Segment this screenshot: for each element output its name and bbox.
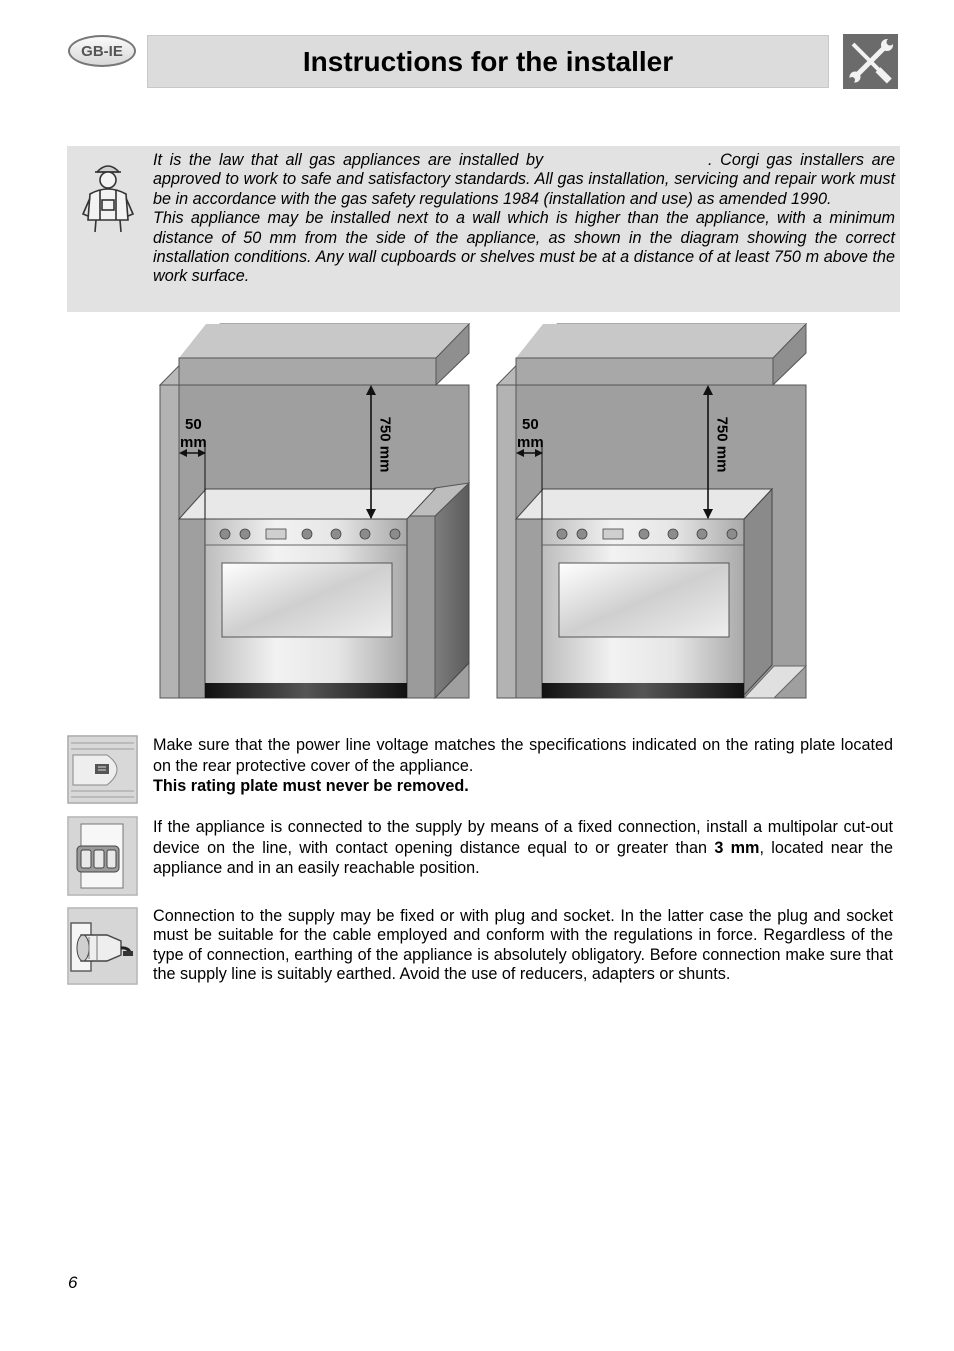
law-text-start: It is the law that all gas appliances are installed by bbox=[153, 151, 544, 169]
contact-distance-value: 3 mm bbox=[714, 838, 760, 857]
page-title-bar bbox=[147, 35, 829, 88]
side-clearance-value: 50 bbox=[522, 416, 539, 433]
gas-installer-icon bbox=[80, 158, 136, 234]
plug-socket-icon bbox=[67, 907, 138, 985]
rating-plate-icon bbox=[67, 735, 138, 804]
page-title: Instructions for the installer bbox=[302, 45, 674, 77]
law-paragraph-2: This appliance may be installed next to a wall which is higher than the appliance, with a minimum distance of 50 mm from the side of the appliance, as shown in the diagram showing the correct installation conditions. Any wall cupboards or shelves must be at a distance of at least 750 m above the work surface. bbox=[153, 209, 895, 286]
law-text-rest: . Corgi gas installers are approved to work to safe and satisfactory standards. All gas installation, servicing and repair work must be in accordance with the gas safety regulations 1984 (installation and use) as amended 1990. bbox=[153, 151, 895, 208]
rating-plate-warning: This rating plate must never be removed. bbox=[153, 777, 469, 795]
law-paragraph-1 bbox=[153, 151, 895, 209]
plug-socket-text bbox=[153, 907, 893, 985]
cut-out-instruction bbox=[153, 817, 893, 879]
country-badge-label: GB-IE bbox=[81, 42, 123, 60]
height-clearance-label: 750 mm bbox=[713, 416, 731, 473]
side-clearance-unit: mm bbox=[517, 434, 544, 451]
side-clearance-unit: mm bbox=[180, 434, 207, 451]
country-badge bbox=[68, 35, 136, 67]
side-clearance-value: 50 bbox=[185, 416, 202, 433]
installation-diagram-open bbox=[496, 323, 807, 699]
installation-diagram-wall bbox=[159, 323, 470, 699]
rating-plate-text bbox=[153, 735, 893, 797]
rating-plate-instruction: Make sure that the power line voltage matches the specifications indicated on the rating plate located on the rear protective cover of the appliance. bbox=[153, 736, 893, 775]
cut-out-text-start: If the appliance is connected to the supply by means of a fixed connection, install a multipolar cut-out device on the line, with contact opening distance equal to or greater than bbox=[153, 818, 893, 857]
page-number: 6 bbox=[68, 1273, 78, 1292]
law-notice-text bbox=[153, 151, 895, 287]
screwdriver-wrench-icon bbox=[843, 34, 898, 89]
height-clearance-label: 750 mm bbox=[376, 416, 394, 473]
cut-out-switch-icon bbox=[67, 816, 138, 896]
plug-socket-instruction: Connection to the supply may be fixed or with plug and socket. In the latter case the plug and socket must be suitable for the cable employed and conform with the regulations in force. Regardless of the type of connection, earthing of the appliance is absolutely obligatory. Before connection make sure that the supply line is suitably earthed. Avoid the use of reducers, adapters or shunts. bbox=[153, 907, 893, 984]
cut-out-text bbox=[153, 817, 893, 879]
cut-out-text-end: , located near the appliance and in an easily reachable position. bbox=[153, 838, 893, 877]
